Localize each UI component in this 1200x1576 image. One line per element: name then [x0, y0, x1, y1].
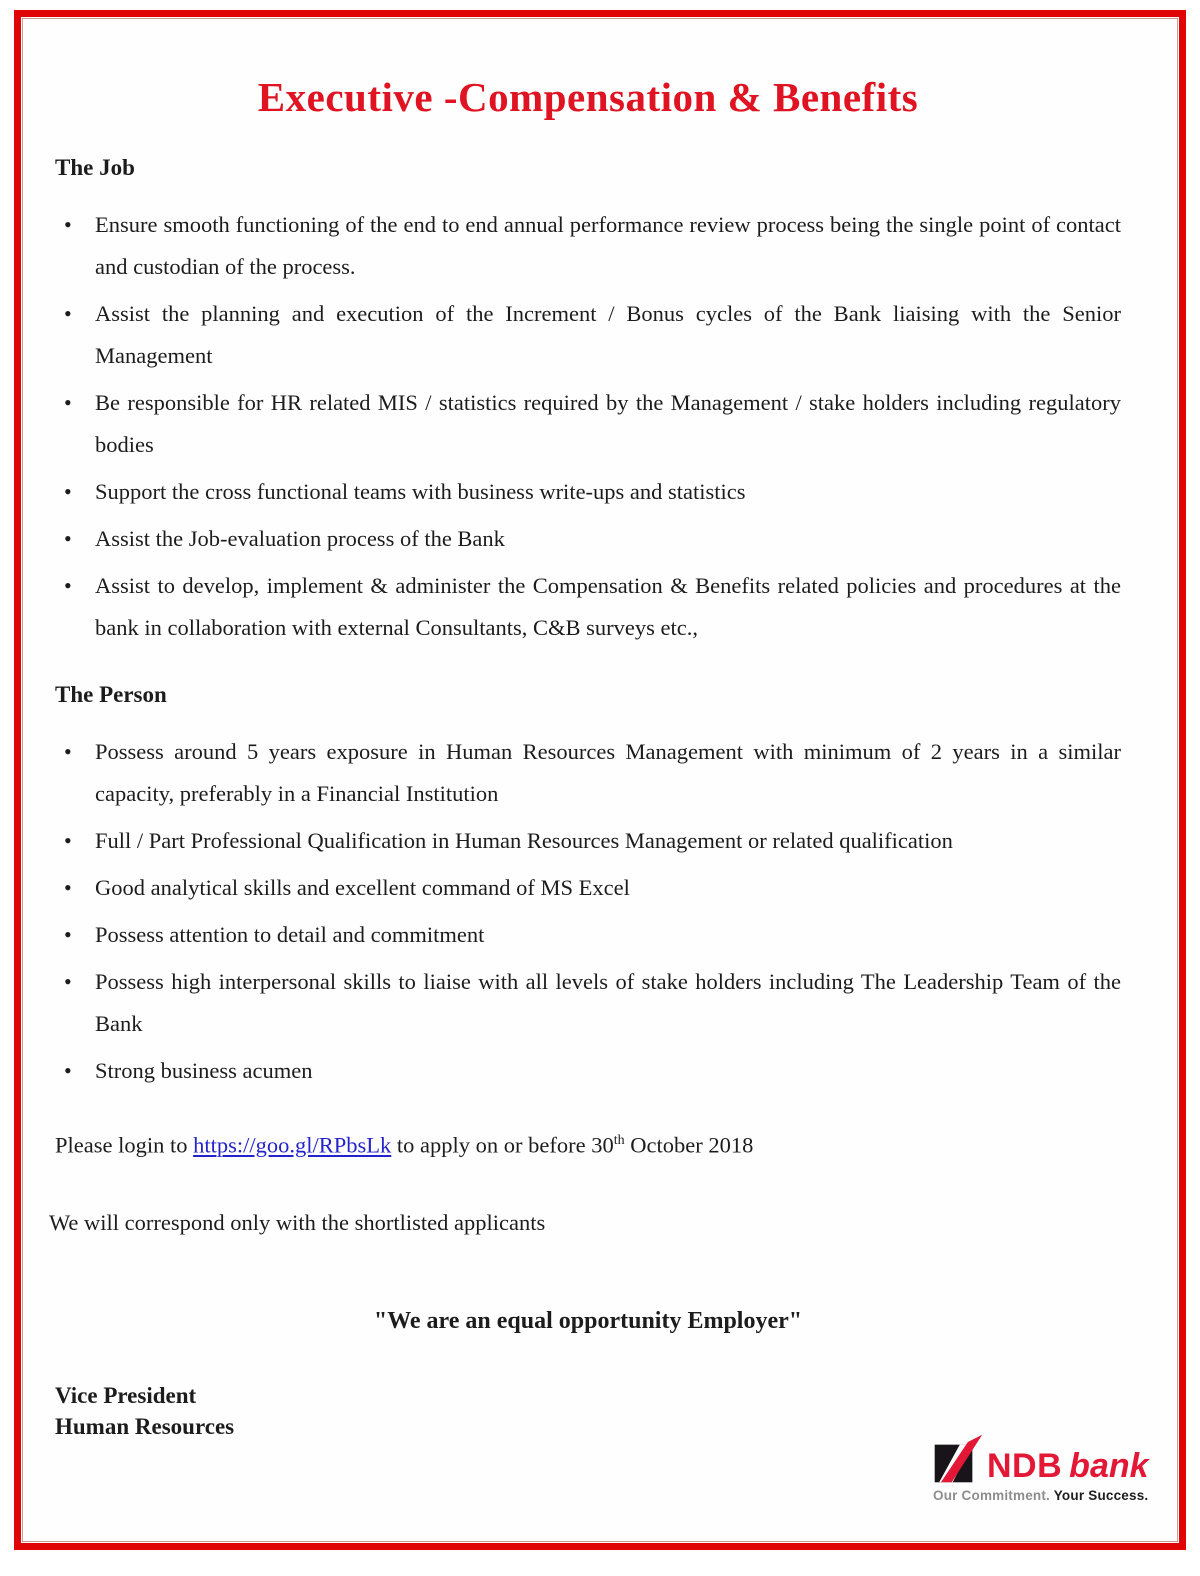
correspond-note: We will correspond only with the shortlisted applicants: [49, 1209, 546, 1235]
ndb-tagline-success: Your Success.: [1053, 1488, 1149, 1503]
person-bullet-item: • Full / Part Professional Qualification in Human Resources Management or related qualification: [55, 820, 1121, 862]
ndb-logo-mark-icon: [933, 1433, 983, 1485]
job-bullet-list: [55, 204, 1121, 649]
ndb-logo: [933, 1433, 1149, 1503]
page-title: Executive -Compensation & Benefits: [257, 74, 919, 120]
section-heading-the-person: The Person: [55, 682, 167, 707]
ndb-logo-suffix: bank: [1069, 1447, 1149, 1485]
job-bullet-item: • Assist to develop, implement & administer the Compensation & Benefits related policies and procedures at the bank in collaboration with external Consultants, C&B surveys etc.,: [55, 565, 1121, 649]
person-bullet-item: • Possess attention to detail and commitment: [55, 914, 1121, 956]
job-bullet-item: • Support the cross functional teams with business write-ups and statistics: [55, 471, 1121, 513]
job-bullet-item: • Be responsible for HR related MIS / statistics required by the Management / stake holders including regulatory bodies: [55, 382, 1121, 466]
apply-date-ordinal: th: [613, 1133, 625, 1148]
ndb-logo-top: [933, 1433, 1149, 1485]
ndb-logo-text: [987, 1447, 1149, 1485]
apply-suffix: October 2018: [624, 1132, 754, 1158]
ndb-tagline-commitment: Our Commitment.: [933, 1488, 1051, 1503]
person-bullet-item: • Strong business acumen: [55, 1050, 1121, 1092]
job-bullet-item: • Assist the planning and execution of the Increment / Bonus cycles of the Bank liaising with the Senior Management: [55, 293, 1121, 377]
signature-title: Vice President: [55, 1382, 197, 1408]
person-bullet-item: • Possess around 5 years exposure in Human Resources Management with minimum of 2 years in a similar capacity, preferably in a Financial Institution: [55, 731, 1121, 815]
apply-link[interactable]: https://goo.gl/RPbsLk: [193, 1132, 392, 1158]
signature-department: Human Resources: [55, 1413, 235, 1439]
job-bullet-item: • Ensure smooth functioning of the end to end annual performance review process being the single point of contact and custodian of the process.: [55, 204, 1121, 288]
equal-opportunity-statement: "We are an equal opportunity Employer": [373, 1307, 803, 1334]
apply-prefix: Please login to: [55, 1132, 194, 1158]
person-bullet-item: • Possess high interpersonal skills to liaise with all levels of stake holders including The Leadership Team of the Bank: [55, 961, 1121, 1045]
page-border: [14, 10, 1186, 1550]
apply-middle: to apply on or before 30: [391, 1132, 614, 1158]
job-bullet-item: • Assist the Job-evaluation process of the Bank: [55, 518, 1121, 560]
person-bullet-list: [55, 731, 1121, 1092]
person-bullet-item: • Good analytical skills and excellent command of MS Excel: [55, 867, 1121, 909]
section-heading-the-job: The Job: [55, 155, 135, 180]
ndb-logo-tagline: [933, 1488, 1149, 1503]
apply-instruction: [55, 1120, 1121, 1167]
page-content: [21, 17, 1179, 1543]
ndb-logo-name: NDB: [987, 1447, 1063, 1485]
